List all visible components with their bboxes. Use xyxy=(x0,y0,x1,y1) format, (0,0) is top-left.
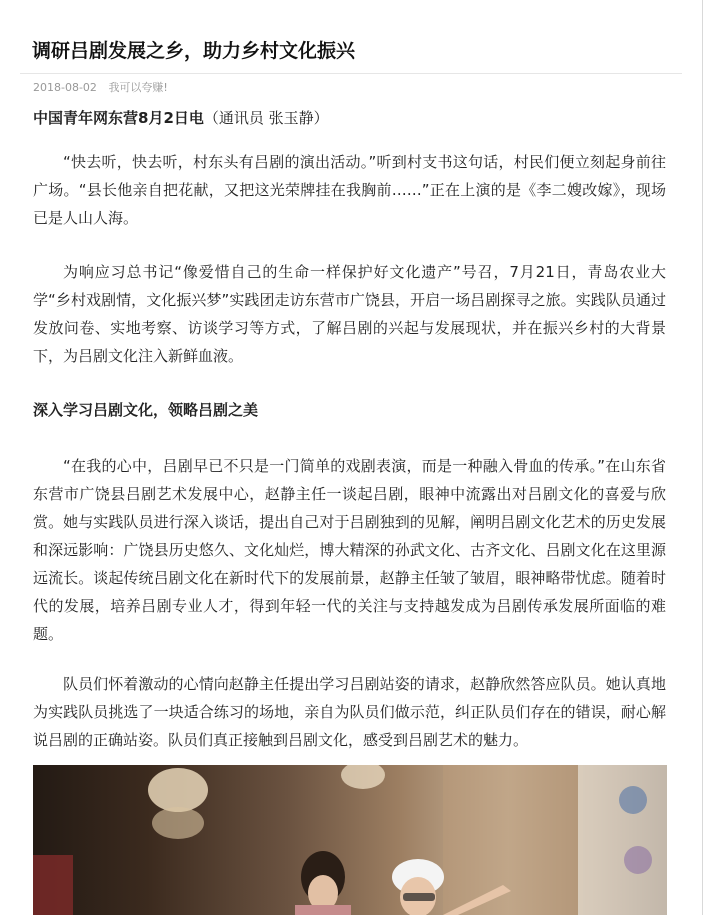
paragraph-1: “快去听，快去听，村东头有吕剧的演出活动。”听到村支书这句话，村民们便立刻起身前往广场。“县长他亲自把花献，又把这光荣牌挂在我胸前……”正在上演的是《李二嫂改嫁》，现场已是人山人海。 xyxy=(33,153,666,227)
source-label: 我可以夸赚! xyxy=(108,81,168,94)
photo-illustration xyxy=(33,765,667,915)
title-divider xyxy=(20,73,682,74)
dateline xyxy=(33,106,329,130)
paragraph-4: 队员们怀着激动的心情向赵静主任提出学习吕剧站姿的请求，赵静欣然答应队员。她认真地为实践队员挑选了一块适合练习的场地，亲自为队员们做示范，纠正队员们存在的错误，耐心解说吕剧的正确站姿。队员们真正接触到吕剧文化，感受到吕剧艺术的魅力。 xyxy=(33,675,666,749)
article-photo xyxy=(33,765,667,915)
publish-date: 2018-08-02 xyxy=(33,81,97,94)
paragraph-2: 为响应习总书记“像爱惜自己的生命一样保护好文化遗产”号召，7月21日，青岛农业大学“乡村戏剧情，文化振兴梦”实践团走访东营市广饶县，开启一场吕剧探寻之旅。实践队员通过发放问卷、实地考察、访谈学习等方式，了解吕剧的兴起与发展现状，并在振兴乡村的大背景下，为吕剧文化注入新鲜血液。 xyxy=(33,263,666,365)
paragraph-3: “在我的心中，吕剧早已不只是一门简单的戏剧表演，而是一种融入骨血的传承。”在山东省东营市广饶县吕剧艺术发展中心，赵静主任一谈起吕剧，眼神中流露出对吕剧文化的喜爱与欣赏。她与实践队员进行深入谈话，提出自己对于吕剧独到的见解，阐明吕剧文化艺术的历史发展和深远影响：广饶县历史悠久、文化灿烂，博大精深的孙武文化、古齐文化、吕剧文化在这里源远流长。谈起传统吕剧文化在新时代下的发展前景，赵静主任皱了皱眉，眼神略带忧虑。随着时代的发展，培养吕剧专业人才，得到年轻一代的关注与支持越发成为吕剧传承发展所面临的难题。 xyxy=(33,457,666,643)
article-title: 调研吕剧发展之乡，助力乡村文化振兴 xyxy=(32,40,356,62)
section-heading: 深入学习吕剧文化，领略吕剧之美 xyxy=(33,401,259,419)
article-meta xyxy=(33,80,176,96)
dateline-reporter: （通讯员 张玉静） xyxy=(203,109,329,127)
dateline-source: 中国青年网东营8月2日电 xyxy=(33,109,204,127)
